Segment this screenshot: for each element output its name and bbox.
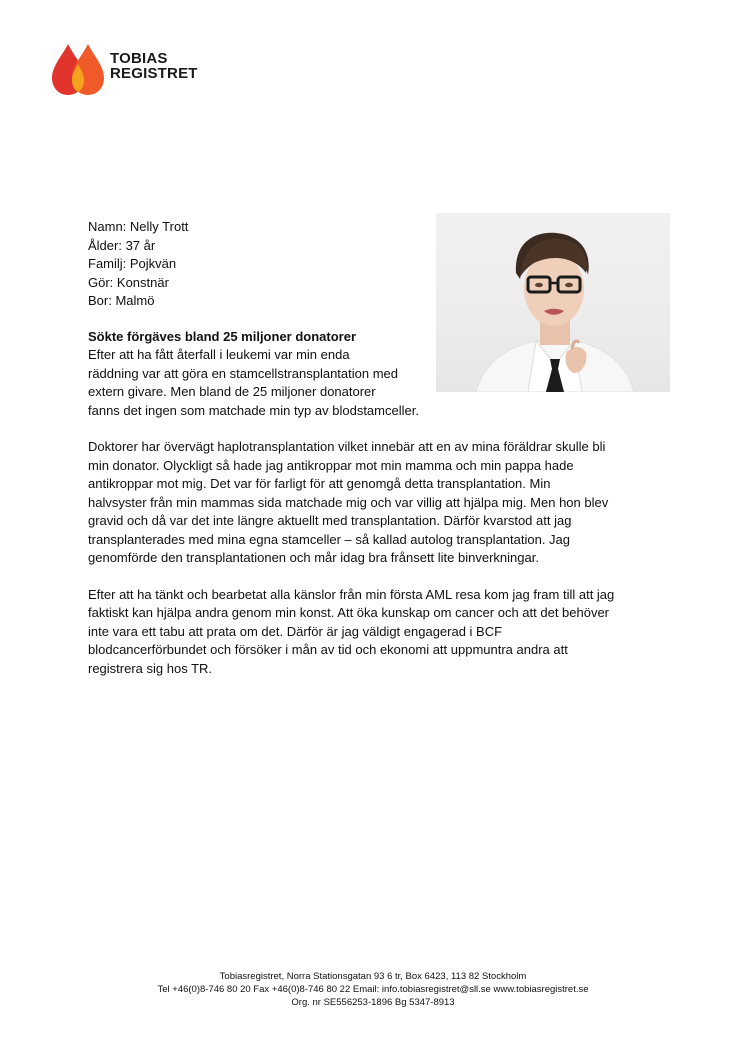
paragraph-1 bbox=[88, 346, 433, 420]
paragraph-1-line: räddning var att göra en stamcellstransplantation med bbox=[88, 365, 399, 381]
paragraph-2-line: gravid och då var det inte längre aktuellt med transplantation. Därför kvarstod att jag bbox=[88, 513, 572, 528]
paragraph-3-line: Efter att ha tänkt och bearbetat alla känslor från min första AML resa kom jag fram till att jag bbox=[88, 586, 615, 602]
paragraph-2 bbox=[88, 438, 668, 568]
paragraph-3-line: faktiskt kan hjälpa andra genom min konst. Att öka kunskap om cancer och att det behöver bbox=[88, 605, 610, 620]
profile-occupation: Gör: Konstnär bbox=[88, 274, 169, 290]
paragraph-3-line: blodcancerförbundet och försöker i mån av tid och ekonomi att uppmuntra andra att bbox=[88, 642, 568, 657]
logo-line-1: TOBIAS bbox=[110, 50, 168, 67]
profile-age: Ålder: 37 år bbox=[88, 237, 156, 253]
profile-facts bbox=[88, 218, 668, 311]
paragraph-2-line: transplanterades med mina egna stamceller – så kallad autolog transplantation. Jag bbox=[88, 531, 571, 547]
tobiasregistret-logo bbox=[48, 42, 198, 96]
paragraph-2-line: min donator. Olyckligt så hade jag antikroppar mot min mamma och min pappa hade bbox=[88, 457, 574, 473]
article-body bbox=[88, 218, 668, 696]
footer-address: Tobiasregistret, Norra Stationsgatan 93 6 tr, Box 6423, 113 82 Stockholm bbox=[219, 971, 527, 982]
footer-org-number: Org. nr SE556253-1896 Bg 5347-8913 bbox=[291, 997, 455, 1008]
profile-name: Namn: Nelly Trott bbox=[88, 219, 189, 234]
logo-wordmark bbox=[110, 51, 198, 81]
page-footer bbox=[0, 970, 746, 1009]
paragraph-2-line: antikroppar mot mig. Det var för farligt för att genomgå detta transplantation. Min bbox=[88, 476, 551, 491]
paragraph-3-line: inte vara ett tabu att prata om det. Därför är jag väldigt engagerad i BCF bbox=[88, 623, 503, 639]
footer-contact: Tel +46(0)8-746 80 20 Fax +46(0)8-746 80 22 Email: info.tobiasregistret@sll.se www.tobiasregistret.se bbox=[157, 984, 589, 995]
paragraph-3-line: registrera sig hos TR. bbox=[88, 660, 213, 676]
paragraph-2-line: halvsyster från min mammas sida matchade mig och var villig att hjälpa mig. Men hon blev bbox=[88, 494, 609, 510]
profile-family: Familj: Pojkvän bbox=[88, 256, 177, 271]
logo-line-2: REGISTRET bbox=[110, 65, 198, 82]
paragraph-1-line: Efter att ha fått återfall i leukemi var min enda bbox=[88, 347, 350, 362]
paragraph-2-line: Doktorer har övervägt haplotransplantation vilket innebär att en av mina föräldrar skulle bli bbox=[88, 439, 606, 454]
paragraph-1-line: extern givare. Men bland de 25 miljoner donatorer bbox=[88, 384, 376, 399]
profile-residence: Bor: Malmö bbox=[88, 293, 155, 308]
paragraph-3 bbox=[88, 586, 668, 679]
blood-drops-icon bbox=[48, 42, 108, 96]
paragraph-2-line: genomförde den transplantationen och mår idag bra frånsett lite binverkningar. bbox=[88, 550, 539, 565]
article-heading: Sökte förgäves bland 25 miljoner donatorer bbox=[88, 328, 357, 344]
paragraph-1-line: fanns det ingen som matchade min typ av blodstamceller. bbox=[88, 402, 419, 418]
